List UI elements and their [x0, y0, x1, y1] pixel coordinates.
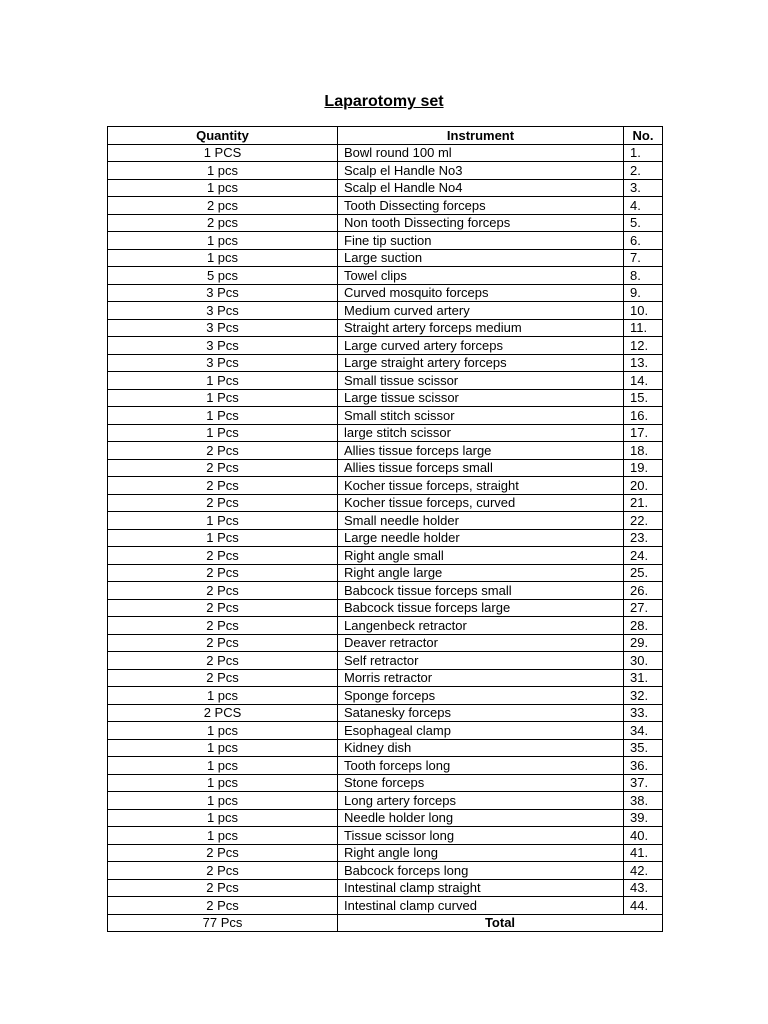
row-instrument: Tissue scissor long	[338, 827, 624, 845]
row-number: 41.	[624, 844, 663, 862]
row-number: 27.	[624, 599, 663, 617]
row-number: 37.	[624, 774, 663, 792]
row-instrument: Deaver retractor	[338, 634, 624, 652]
row-instrument: Bowl round 100 ml	[338, 144, 624, 162]
row-quantity: 2 pcs	[108, 197, 338, 215]
row-instrument: Needle holder long	[338, 809, 624, 827]
row-quantity: 1 pcs	[108, 809, 338, 827]
row-instrument: Non tooth Dissecting forceps	[338, 214, 624, 232]
row-quantity: 1 pcs	[108, 232, 338, 250]
row-instrument: Long artery forceps	[338, 792, 624, 810]
row-quantity: 1 Pcs	[108, 529, 338, 547]
row-instrument: Scalp el Handle No4	[338, 179, 624, 197]
row-number: 33.	[624, 704, 663, 722]
table-row	[108, 162, 663, 180]
row-quantity: 3 Pcs	[108, 354, 338, 372]
row-quantity: 2 Pcs	[108, 669, 338, 687]
row-quantity: 2 Pcs	[108, 564, 338, 582]
row-instrument: Kocher tissue forceps, curved	[338, 494, 624, 512]
row-quantity: 2 Pcs	[108, 582, 338, 600]
table-row	[108, 284, 663, 302]
row-quantity: 1 pcs	[108, 757, 338, 775]
table-row	[108, 862, 663, 880]
table-row	[108, 757, 663, 775]
table-row	[108, 477, 663, 495]
table-row	[108, 494, 663, 512]
table-row	[108, 512, 663, 530]
table-row	[108, 792, 663, 810]
row-instrument: Small tissue scissor	[338, 372, 624, 390]
row-number: 12.	[624, 337, 663, 355]
row-instrument: Right angle small	[338, 547, 624, 565]
row-instrument: Intestinal clamp curved	[338, 897, 624, 915]
total-quantity: 77 Pcs	[108, 914, 338, 932]
row-number: 9.	[624, 284, 663, 302]
row-quantity: 2 PCS	[108, 704, 338, 722]
row-quantity: 2 Pcs	[108, 844, 338, 862]
row-quantity: 1 Pcs	[108, 424, 338, 442]
row-instrument: Self retractor	[338, 652, 624, 670]
row-quantity: 1 pcs	[108, 687, 338, 705]
row-instrument: Tooth forceps long	[338, 757, 624, 775]
row-number: 32.	[624, 687, 663, 705]
row-number: 39.	[624, 809, 663, 827]
row-instrument: Straight artery forceps medium	[338, 319, 624, 337]
row-quantity: 1 pcs	[108, 179, 338, 197]
table-row	[108, 809, 663, 827]
row-number: 23.	[624, 529, 663, 547]
row-quantity: 2 Pcs	[108, 617, 338, 635]
row-instrument: Allies tissue forceps large	[338, 442, 624, 460]
table-row	[108, 669, 663, 687]
row-instrument: Tooth Dissecting forceps	[338, 197, 624, 215]
row-number: 35.	[624, 739, 663, 757]
row-number: 1.	[624, 144, 663, 162]
table-row	[108, 652, 663, 670]
row-number: 29.	[624, 634, 663, 652]
row-instrument: Large straight artery forceps	[338, 354, 624, 372]
row-number: 10.	[624, 302, 663, 320]
row-number: 22.	[624, 512, 663, 530]
row-quantity: 1 pcs	[108, 827, 338, 845]
row-instrument: Medium curved artery	[338, 302, 624, 320]
row-number: 25.	[624, 564, 663, 582]
row-instrument: Small stitch scissor	[338, 407, 624, 425]
table-row	[108, 319, 663, 337]
table-row	[108, 249, 663, 267]
table-row	[108, 687, 663, 705]
row-number: 21.	[624, 494, 663, 512]
row-quantity: 1 pcs	[108, 792, 338, 810]
row-quantity: 3 Pcs	[108, 302, 338, 320]
row-quantity: 1 PCS	[108, 144, 338, 162]
table-row	[108, 774, 663, 792]
row-instrument: Large tissue scissor	[338, 389, 624, 407]
table-row	[108, 214, 663, 232]
row-number: 28.	[624, 617, 663, 635]
row-quantity: 2 pcs	[108, 214, 338, 232]
row-instrument: Right angle long	[338, 844, 624, 862]
row-number: 31.	[624, 669, 663, 687]
row-instrument: Large curved artery forceps	[338, 337, 624, 355]
table-row	[108, 634, 663, 652]
table-row	[108, 354, 663, 372]
row-instrument: Babcock tissue forceps small	[338, 582, 624, 600]
row-quantity: 3 Pcs	[108, 337, 338, 355]
table-row	[108, 389, 663, 407]
row-quantity: 2 Pcs	[108, 459, 338, 477]
header-no: No.	[624, 127, 663, 145]
row-quantity: 2 Pcs	[108, 547, 338, 565]
table-row	[108, 617, 663, 635]
row-instrument: Large needle holder	[338, 529, 624, 547]
row-number: 43.	[624, 879, 663, 897]
total-label: Total	[338, 914, 663, 932]
row-quantity: 2 Pcs	[108, 494, 338, 512]
row-quantity: 2 Pcs	[108, 477, 338, 495]
row-instrument: Fine tip suction	[338, 232, 624, 250]
row-instrument: Langenbeck retractor	[338, 617, 624, 635]
header-instrument: Instrument	[338, 127, 624, 145]
row-number: 17.	[624, 424, 663, 442]
row-instrument: Scalp el Handle No3	[338, 162, 624, 180]
table-row	[108, 529, 663, 547]
table-header-row	[108, 127, 663, 145]
row-quantity: 2 Pcs	[108, 879, 338, 897]
table-row	[108, 897, 663, 915]
row-number: 4.	[624, 197, 663, 215]
row-quantity: 1 pcs	[108, 722, 338, 740]
page-title	[0, 93, 768, 111]
table-row	[108, 302, 663, 320]
row-instrument: Sponge forceps	[338, 687, 624, 705]
table-row	[108, 179, 663, 197]
row-quantity: 1 pcs	[108, 774, 338, 792]
row-number: 19.	[624, 459, 663, 477]
row-number: 3.	[624, 179, 663, 197]
row-number: 11.	[624, 319, 663, 337]
table-row	[108, 424, 663, 442]
row-number: 26.	[624, 582, 663, 600]
row-quantity: 2 Pcs	[108, 442, 338, 460]
row-number: 16.	[624, 407, 663, 425]
row-instrument: Satanesky forceps	[338, 704, 624, 722]
row-number: 36.	[624, 757, 663, 775]
row-quantity: 1 Pcs	[108, 372, 338, 390]
row-instrument: Morris retractor	[338, 669, 624, 687]
row-number: 44.	[624, 897, 663, 915]
table-row	[108, 582, 663, 600]
row-quantity: 2 Pcs	[108, 634, 338, 652]
row-quantity: 3 Pcs	[108, 284, 338, 302]
row-instrument: Kocher tissue forceps, straight	[338, 477, 624, 495]
page-title-text: Laparotomy set	[324, 93, 444, 110]
row-instrument: Esophageal clamp	[338, 722, 624, 740]
table-row	[108, 844, 663, 862]
table-row	[108, 879, 663, 897]
row-number: 5.	[624, 214, 663, 232]
row-instrument: Right angle large	[338, 564, 624, 582]
row-quantity: 1 pcs	[108, 162, 338, 180]
row-number: 42.	[624, 862, 663, 880]
row-instrument: Curved mosquito forceps	[338, 284, 624, 302]
row-number: 18.	[624, 442, 663, 460]
table-row	[108, 372, 663, 390]
total-row	[108, 914, 663, 932]
table-row	[108, 197, 663, 215]
row-number: 38.	[624, 792, 663, 810]
row-number: 15.	[624, 389, 663, 407]
row-number: 13.	[624, 354, 663, 372]
row-number: 14.	[624, 372, 663, 390]
row-instrument: Kidney dish	[338, 739, 624, 757]
row-quantity: 2 Pcs	[108, 897, 338, 915]
table-row	[108, 459, 663, 477]
table-row	[108, 337, 663, 355]
row-instrument: Intestinal clamp straight	[338, 879, 624, 897]
table-row	[108, 442, 663, 460]
row-quantity: 5 pcs	[108, 267, 338, 285]
table-row	[108, 407, 663, 425]
row-number: 24.	[624, 547, 663, 565]
table-row	[108, 144, 663, 162]
row-quantity: 2 Pcs	[108, 862, 338, 880]
table-row	[108, 739, 663, 757]
row-number: 30.	[624, 652, 663, 670]
row-instrument: Small needle holder	[338, 512, 624, 530]
row-number: 6.	[624, 232, 663, 250]
table-row	[108, 827, 663, 845]
row-number: 40.	[624, 827, 663, 845]
row-instrument: large stitch scissor	[338, 424, 624, 442]
row-quantity: 1 Pcs	[108, 389, 338, 407]
table-row	[108, 704, 663, 722]
row-instrument: Towel clips	[338, 267, 624, 285]
table-row	[108, 267, 663, 285]
row-number: 7.	[624, 249, 663, 267]
row-quantity: 2 Pcs	[108, 599, 338, 617]
row-number: 34.	[624, 722, 663, 740]
row-quantity: 1 Pcs	[108, 407, 338, 425]
row-number: 8.	[624, 267, 663, 285]
row-quantity: 1 pcs	[108, 739, 338, 757]
table-row	[108, 564, 663, 582]
row-quantity: 1 Pcs	[108, 512, 338, 530]
row-instrument: Stone forceps	[338, 774, 624, 792]
table-row	[108, 547, 663, 565]
row-instrument: Babcock forceps long	[338, 862, 624, 880]
table-body	[108, 144, 663, 914]
table-row	[108, 722, 663, 740]
instrument-table	[107, 126, 663, 932]
row-instrument: Allies tissue forceps small	[338, 459, 624, 477]
header-quantity: Quantity	[108, 127, 338, 145]
row-number: 2.	[624, 162, 663, 180]
row-quantity: 2 Pcs	[108, 652, 338, 670]
row-quantity: 3 Pcs	[108, 319, 338, 337]
table-row	[108, 232, 663, 250]
row-instrument: Babcock tissue forceps large	[338, 599, 624, 617]
row-instrument: Large suction	[338, 249, 624, 267]
row-number: 20.	[624, 477, 663, 495]
row-quantity: 1 pcs	[108, 249, 338, 267]
table-row	[108, 599, 663, 617]
